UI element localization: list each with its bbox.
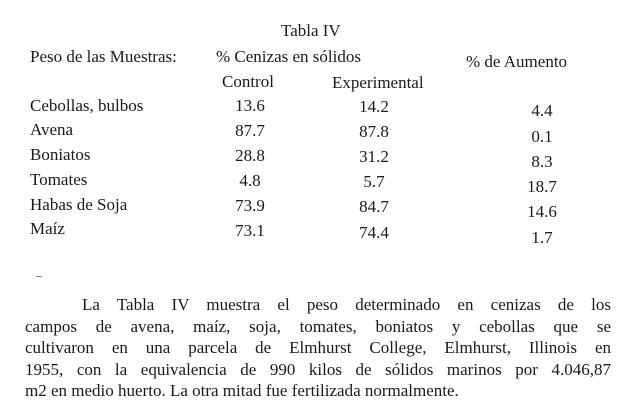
- table-row-control: 87.7: [235, 121, 265, 140]
- table-row-experimental: 84.7: [359, 197, 389, 216]
- header-ash-solids: % Cenizas en sólidos: [216, 47, 361, 66]
- paragraph-line: cultivaron en una parcela de Elmhurst College, Elmhurst, Illinois en: [25, 338, 611, 357]
- stray-mark: [36, 276, 42, 277]
- table-title: Tabla IV: [281, 21, 341, 40]
- table-row-increase: 18.7: [527, 177, 557, 196]
- table-row-increase: 8.3: [531, 152, 553, 171]
- header-weight: Peso de las Muestras:: [30, 47, 177, 66]
- table-row-name: Maíz: [30, 219, 65, 238]
- paragraph-line: 1955, con la equivalencia de 990 kilos de sólidos marinos por 4.046,87: [25, 359, 611, 379]
- header-experimental: Experimental: [332, 73, 424, 92]
- table-row-increase: 14.6: [527, 202, 557, 221]
- table-row-increase: 0.1: [531, 127, 553, 146]
- table-row-increase: 1.7: [531, 228, 553, 247]
- table-row-control: 73.9: [235, 196, 265, 215]
- table-row-control: 73.1: [235, 221, 265, 240]
- paragraph-line: La Tabla IV muestra el peso determinado en cenizas de los: [82, 295, 611, 314]
- table-row-experimental: 5.7: [363, 172, 385, 191]
- table-row-name: Tomates: [30, 170, 88, 189]
- table-row-control: 13.6: [235, 96, 265, 115]
- header-increase: % de Aumento: [466, 52, 568, 71]
- table-row-control: 4.8: [239, 171, 261, 190]
- paragraph-line: campos de avena, maíz, soja, tomates, boniatos y cebollas que se: [25, 316, 611, 336]
- table-row-experimental: 31.2: [359, 147, 389, 166]
- table-row-name: Avena: [30, 120, 74, 139]
- body-paragraph: [25, 294, 611, 402]
- table-row-experimental: 14.2: [359, 97, 389, 116]
- paragraph-line: m2 en medio huerto. La otra mitad fue fertilizada normalmente.: [25, 381, 459, 400]
- table-row-name: Boniatos: [30, 145, 91, 164]
- table-row-experimental: 74.4: [359, 223, 389, 242]
- header-control: Control: [222, 72, 274, 91]
- table-row-name: Cebollas, bulbos: [30, 96, 144, 115]
- table-row-control: 28.8: [235, 146, 265, 165]
- table-row-increase: 4.4: [531, 101, 553, 120]
- table-row-experimental: 87.8: [359, 122, 389, 141]
- table-row-name: Habas de Soja: [30, 195, 128, 214]
